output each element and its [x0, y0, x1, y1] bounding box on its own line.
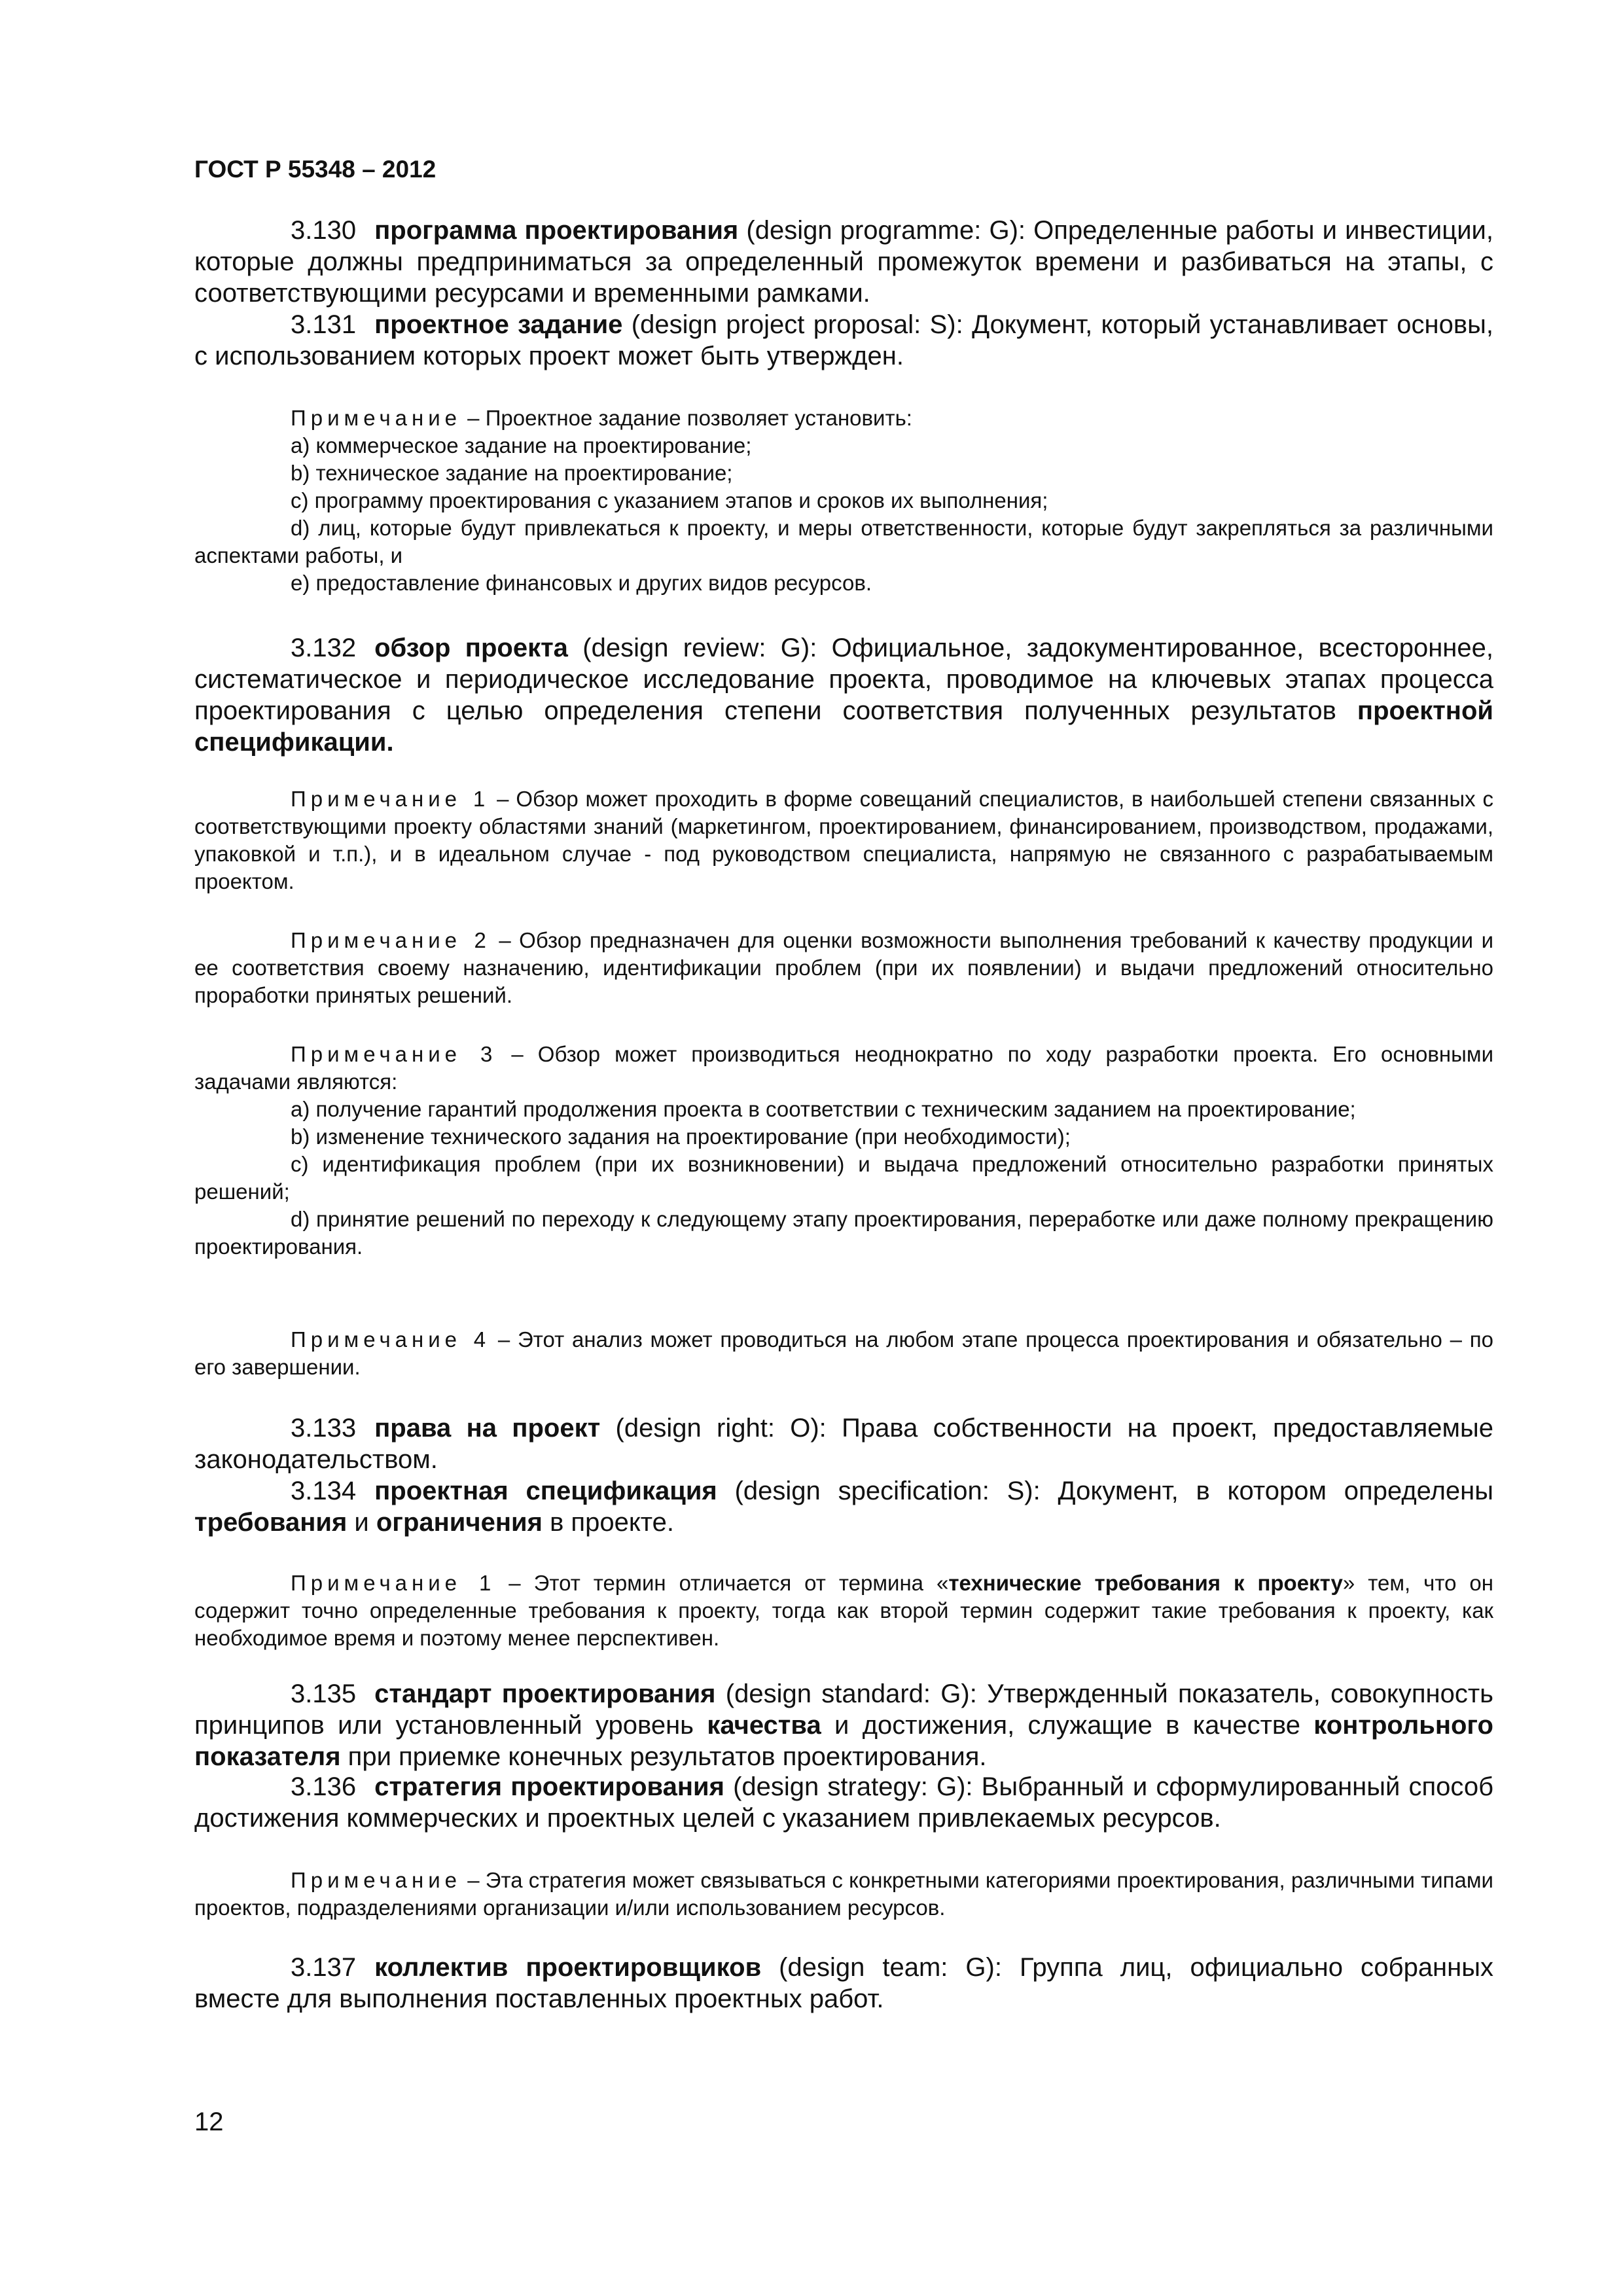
note-text: – Обзор может проходить в форме совещаний специалистов, в наибольшей степени связанных с соответствующими проекту областями знаний (маркетингом, проектированием, финансированием, производством, продажами, упаковкой и т.п.), и в идеальном случае - под руководством специалиста, напрямую не связанного с разрабатываемым проектом. — [194, 787, 1494, 893]
term-3-131 — [194, 309, 1493, 372]
term-definition: (design review: G): Официальное, задокументированное, всестороннее, систематическое и периодическое исследование проекта, проводимое на ключевых этапах процесса проектирования с целью определения степени соответствия полученных результатов — [194, 634, 1494, 725]
term-definition: (design project proposal: S): Документ, который устанавливает основы, с использованием которых проект может быть утвержден. — [194, 310, 1493, 370]
note-label: Примечание 2 — [291, 928, 491, 952]
term-3-130 — [194, 215, 1493, 309]
note-label: Примечание 3 — [291, 1042, 497, 1066]
note-term-reference: технические требования к проекту — [948, 1571, 1343, 1595]
term-definition: (design standard: G): Утвержденный показатель, совокупность принципов или установленный уровень — [194, 1679, 1493, 1740]
term-3-135 — [194, 1678, 1493, 1772]
term-definition-cont: и достижения, служащие в качестве — [821, 1711, 1314, 1740]
note-text-cont: » тем, что он содержит точно определенные требования к проекту, тогда как второй термин содержит такие требования к проекту, как необходимое время и поэтому менее перспективен. — [194, 1571, 1494, 1650]
note-intro: – Проектное задание позволяет установить: — [461, 406, 912, 430]
term-reference: ограничения — [376, 1508, 543, 1537]
term-3-134 — [194, 1475, 1493, 1538]
term-3-136 — [194, 1771, 1493, 1834]
note-3-132-1 — [194, 785, 1493, 895]
term-title: коллектив проектировщиков — [374, 1953, 762, 1982]
term-definition-cont: в проекте. — [542, 1508, 675, 1537]
note-item: d) принятие решений по переходу к следующему этапу проектирования, переработке или даже полному прекращению проектирования. — [194, 1207, 1493, 1259]
note-text: – Этот анализ может проводиться на любом этапе процесса проектирования и обязательно – по его завершении. — [194, 1327, 1494, 1379]
note-3-131 — [194, 404, 1493, 597]
page-number: 12 — [194, 2108, 224, 2136]
term-definition-cont: и — [347, 1508, 376, 1537]
term-reference: проектной спецификации. — [194, 696, 1493, 757]
term-number: 3.136 — [291, 1772, 357, 1801]
term-definition-cont: при приемке конечных результатов проектирования. — [340, 1742, 987, 1771]
term-definition: (design programme: G): Определенные работы и инвестиции, которые должны предприниматься за определенный промежуток времени и разбиваться на этапы, с соответствующими ресурсами и временными рамками. — [194, 216, 1493, 308]
note-3-136 — [194, 1867, 1493, 1922]
note-text: – Обзор предназначен для оценки возможности выполнения требований к качеству продукции и ее соответствия своему назначению, идентификации проблем (при их появлении) и выдачи предложений относительно проработки принятых решений. — [194, 928, 1493, 1007]
note-label: Примечание 1 — [291, 1571, 496, 1595]
term-definition: (design specification: S): Документ, в котором определены — [717, 1477, 1494, 1505]
note-item: b) изменение технического задания на проектирование (при необходимости); — [291, 1124, 1071, 1149]
term-title: проектная спецификация — [374, 1477, 717, 1505]
note-item: a) коммерческое задание на проектирование; — [291, 433, 752, 457]
term-definition: (design right: O): Права собственности на проект, предоставляемые законодательством. — [194, 1414, 1493, 1474]
note-text: – Этот термин отличается от термина « — [495, 1571, 949, 1595]
term-number: 3.131 — [291, 310, 357, 339]
term-title: программа проектирования — [374, 216, 739, 245]
note-item: c) идентификация проблем (при их возникновении) и выдача предложений относительно разработки принятых решений; — [194, 1152, 1493, 1204]
note-label: Примечание 1 — [291, 787, 490, 811]
term-title: обзор проекта — [374, 634, 568, 662]
term-definition: (design team: G): Группа лиц, официально собранных вместе для выполнения поставленных проектных работ. — [194, 1953, 1493, 2013]
term-title: права на проект — [374, 1414, 601, 1443]
note-item: c) программу проектирования с указанием этапов и сроков их выполнения; — [291, 488, 1048, 512]
note-item: e) предоставление финансовых и других видов ресурсов. — [291, 571, 872, 595]
term-title: стандарт проектирования — [374, 1679, 716, 1708]
term-number: 3.130 — [291, 216, 357, 245]
term-number: 3.132 — [291, 634, 357, 662]
term-3-132 — [194, 632, 1493, 758]
term-number: 3.135 — [291, 1679, 357, 1708]
term-title: стратегия проектирования — [374, 1772, 724, 1801]
note-item: b) техническое задание на проектирование; — [291, 461, 733, 485]
note-text: – Эта стратегия может связываться с конкретными категориями проектирования, различными типами проектов, подразделениями организации и/или использованием ресурсов. — [194, 1868, 1493, 1920]
note-label: Примечание — [291, 1868, 462, 1892]
term-3-133 — [194, 1412, 1493, 1475]
term-3-137 — [194, 1952, 1493, 2015]
note-3-132-3 — [194, 1041, 1493, 1261]
note-3-132-4 — [194, 1326, 1493, 1381]
note-label: Примечание — [291, 406, 462, 430]
note-3-132-2 — [194, 927, 1493, 1009]
term-reference: контрольного показателя — [194, 1711, 1493, 1771]
term-definition: (design strategy: G): Выбранный и сформулированный способ достижения коммерческих и проектных целей с указанием привлекаемых ресурсов. — [194, 1772, 1494, 1833]
note-item: a) получение гарантий продолжения проекта в соответствии с техническим заданием на проектирование; — [291, 1097, 1356, 1121]
term-title: проектное задание — [374, 310, 623, 339]
note-label: Примечание 4 — [291, 1327, 491, 1352]
document-header: ГОСТ Р 55348 – 2012 — [194, 156, 437, 183]
term-number: 3.137 — [291, 1953, 357, 1982]
term-reference: требования — [194, 1508, 348, 1537]
note-item: d) лиц, которые будут привлекаться к проекту, и меры ответственности, которые будут закрепляться за различными аспектами работы, и — [194, 516, 1493, 567]
term-reference: качества — [707, 1711, 821, 1740]
note-intro: – Обзор может производиться неоднократно по ходу разработки проекта. Его основными задачами являются: — [194, 1042, 1493, 1094]
note-3-134-1 — [194, 1570, 1493, 1652]
term-number: 3.134 — [291, 1477, 357, 1505]
term-number: 3.133 — [291, 1414, 357, 1443]
